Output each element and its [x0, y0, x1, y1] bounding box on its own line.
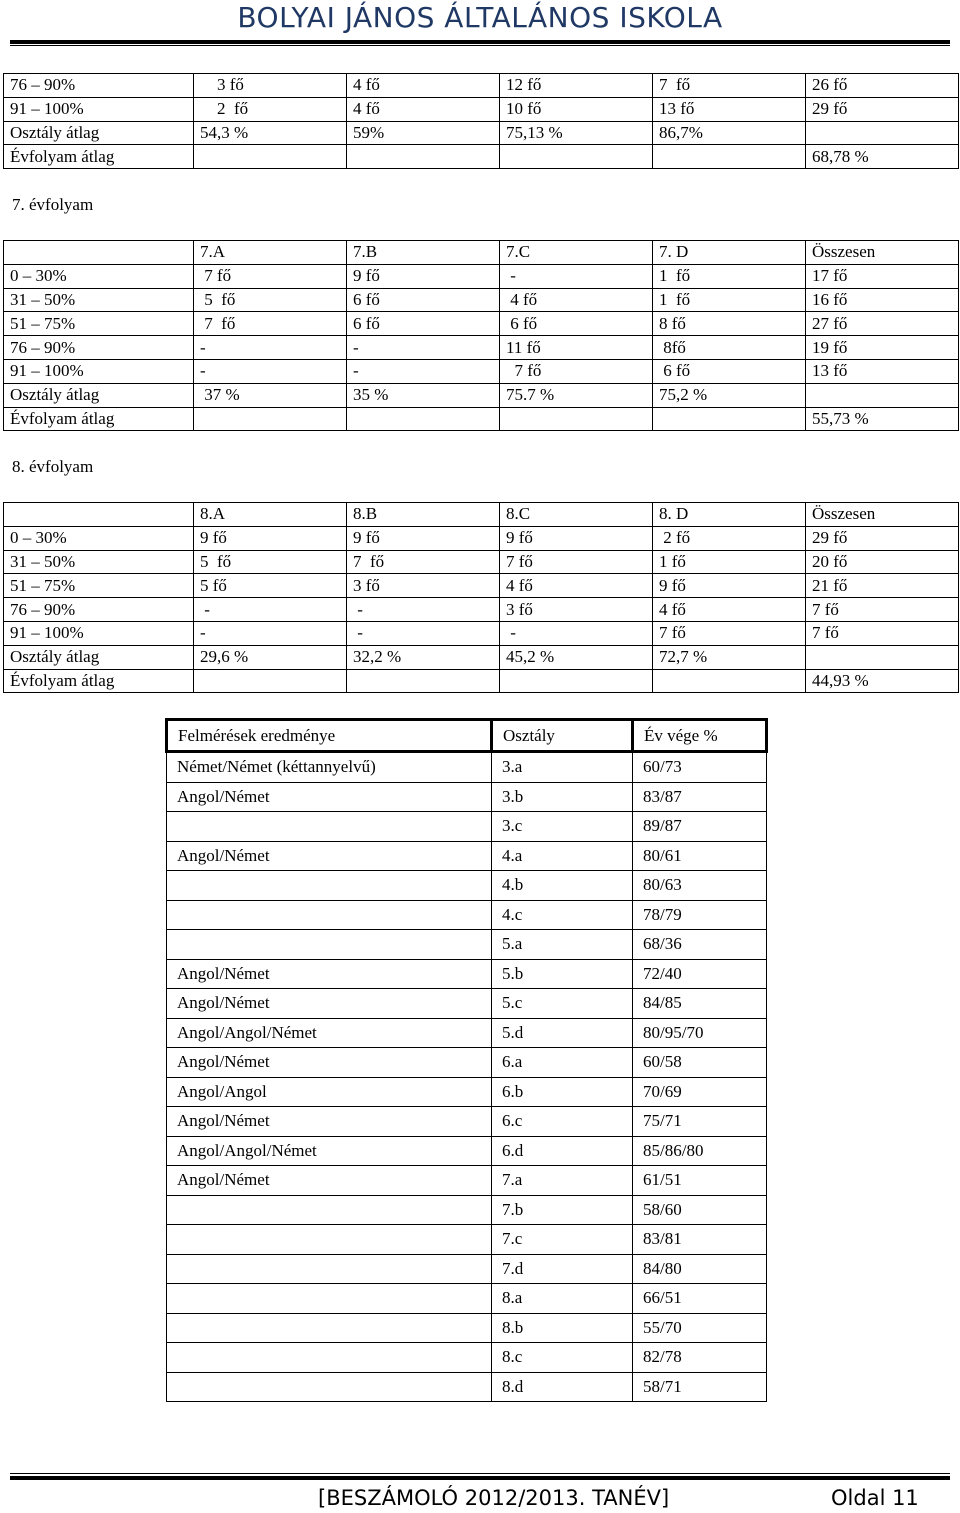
footer-rule-thin — [10, 1473, 950, 1474]
table-cell: 5.b — [492, 959, 633, 989]
table-cell: 7 fő — [806, 621, 959, 645]
table-cell: 6 fő — [500, 312, 653, 336]
table-cell — [653, 669, 806, 693]
table-cell — [167, 1313, 492, 1343]
table-cell: 58/71 — [633, 1372, 767, 1402]
table-cell: 66/51 — [633, 1284, 767, 1314]
table-cell — [167, 900, 492, 930]
grade7-results-table — [3, 240, 959, 431]
table-cell: 6 fő — [653, 359, 806, 383]
table-cell: 91 – 100% — [4, 621, 194, 645]
table-cell — [806, 645, 959, 669]
table-cell — [500, 145, 653, 169]
table-cell: 7.a — [492, 1166, 633, 1196]
grade8-results-table — [3, 502, 959, 693]
table-cell — [194, 407, 347, 431]
table-cell — [167, 1372, 492, 1402]
table-cell — [167, 1254, 492, 1284]
table-cell: 8 fő — [653, 312, 806, 336]
table-cell: 7.c — [492, 1225, 633, 1255]
table-cell: 4.a — [492, 841, 633, 871]
table-cell: 11 fő — [500, 336, 653, 360]
table-cell: 26 fő — [806, 74, 959, 98]
table-cell: 37 % — [194, 383, 347, 407]
survey-row — [167, 1313, 767, 1343]
table-cell: 7.C — [500, 241, 653, 265]
table-cell: 8.d — [492, 1372, 633, 1402]
survey-row — [167, 1166, 767, 1196]
table-cell: 80/61 — [633, 841, 767, 871]
survey-row — [167, 1048, 767, 1078]
grade6-results-table-continued — [3, 73, 959, 169]
table-cell: 13 fő — [653, 97, 806, 121]
table-cell: 2 fő — [194, 97, 347, 121]
table-cell: 7 fő — [194, 312, 347, 336]
table-cell: 3.b — [492, 782, 633, 812]
table-cell: 89/87 — [633, 812, 767, 842]
table-cell: 9 fő — [194, 526, 347, 550]
grade7-label: 7. évfolyam — [12, 195, 94, 214]
table-cell: 7 fő — [347, 550, 500, 574]
survey-row — [167, 930, 767, 960]
survey-row — [167, 841, 767, 871]
table-cell: 4 fő — [500, 574, 653, 598]
table-cell: 60/73 — [633, 752, 767, 783]
table-cell: 4 fő — [653, 598, 806, 622]
table-cell: 3 fő — [347, 574, 500, 598]
table-cell: 9 fő — [653, 574, 806, 598]
table-row — [4, 550, 959, 574]
survey-row — [167, 1136, 767, 1166]
table-cell: 75,13 % — [500, 121, 653, 145]
survey-row — [167, 1372, 767, 1402]
table-cell: 60/58 — [633, 1048, 767, 1078]
table-cell: 54,3 % — [194, 121, 347, 145]
table-cell: - — [194, 336, 347, 360]
header-rule-thin — [10, 45, 950, 46]
table-row — [4, 621, 959, 645]
table-cell: 5.a — [492, 930, 633, 960]
table-cell: 7 fő — [194, 264, 347, 288]
table-cell: 8.b — [492, 1313, 633, 1343]
table-cell: 4.c — [492, 900, 633, 930]
table-cell: - — [500, 264, 653, 288]
table-cell — [653, 145, 806, 169]
table-cell: 72,7 % — [653, 645, 806, 669]
table-cell: 31 – 50% — [4, 550, 194, 574]
table-cell: - — [500, 621, 653, 645]
table-cell — [4, 503, 194, 527]
table-cell: 8. D — [653, 503, 806, 527]
table-cell: 68,78 % — [806, 145, 959, 169]
table-cell — [167, 1195, 492, 1225]
table-cell: 5.d — [492, 1018, 633, 1048]
survey-header-row — [167, 720, 767, 752]
column-header: Felmérések eredménye — [167, 720, 492, 752]
survey-results-table — [165, 718, 768, 1402]
table-cell: 8.c — [492, 1343, 633, 1373]
table-cell: 6 fő — [347, 288, 500, 312]
table-cell: 4 fő — [347, 97, 500, 121]
table-cell: 6 fő — [347, 312, 500, 336]
table-cell: 32,2 % — [347, 645, 500, 669]
footer-rule-thick — [10, 1476, 950, 1480]
table-cell: Angol/Német — [167, 959, 492, 989]
table-cell: Angol/Angol/Német — [167, 1018, 492, 1048]
table-row — [4, 264, 959, 288]
table-cell: 3 fő — [500, 598, 653, 622]
survey-row — [167, 1343, 767, 1373]
table-cell: 61/51 — [633, 1166, 767, 1196]
table-cell: 9 fő — [347, 264, 500, 288]
survey-row — [167, 782, 767, 812]
table-row — [4, 312, 959, 336]
table-cell: - — [347, 621, 500, 645]
table-cell — [500, 407, 653, 431]
survey-row — [167, 871, 767, 901]
table-cell — [167, 1284, 492, 1314]
table-cell: 3.c — [492, 812, 633, 842]
table-cell: 83/81 — [633, 1225, 767, 1255]
table-cell: Évfolyam átlag — [4, 407, 194, 431]
table-row — [4, 574, 959, 598]
table-cell: 29,6 % — [194, 645, 347, 669]
table-cell: 2 fő — [653, 526, 806, 550]
table-cell: 8.C — [500, 503, 653, 527]
table-cell: 51 – 75% — [4, 312, 194, 336]
survey-row — [167, 1195, 767, 1225]
table-cell: 7 fő — [806, 598, 959, 622]
table-cell: - — [347, 598, 500, 622]
grade8-label: 8. évfolyam — [12, 457, 94, 476]
table-cell — [194, 669, 347, 693]
table-cell: 76 – 90% — [4, 598, 194, 622]
table-row — [4, 359, 959, 383]
table-cell: 7.d — [492, 1254, 633, 1284]
table-cell: 55/70 — [633, 1313, 767, 1343]
table-cell: 27 fő — [806, 312, 959, 336]
table-cell: 21 fő — [806, 574, 959, 598]
table-cell: Angol/Német — [167, 1166, 492, 1196]
table-cell: 31 – 50% — [4, 288, 194, 312]
survey-row — [167, 752, 767, 783]
table-cell — [653, 407, 806, 431]
table-row — [4, 145, 959, 169]
table-cell: 1 fő — [653, 288, 806, 312]
survey-row — [167, 989, 767, 1019]
table-cell: 8.A — [194, 503, 347, 527]
table-cell: 6.a — [492, 1048, 633, 1078]
table-cell — [806, 383, 959, 407]
survey-row — [167, 959, 767, 989]
table-cell: 76 – 90% — [4, 74, 194, 98]
table-cell — [500, 669, 653, 693]
table-cell — [347, 145, 500, 169]
table-cell: 1 fő — [653, 550, 806, 574]
table-row — [4, 241, 959, 265]
table-row — [4, 97, 959, 121]
table-cell: 75.7 % — [500, 383, 653, 407]
table-cell — [347, 407, 500, 431]
table-cell — [167, 871, 492, 901]
table-cell: 68/36 — [633, 930, 767, 960]
table-cell: 85/86/80 — [633, 1136, 767, 1166]
table-row — [4, 503, 959, 527]
table-cell: 3.a — [492, 752, 633, 783]
table-cell: 8fő — [653, 336, 806, 360]
survey-row — [167, 812, 767, 842]
table-cell: 76 – 90% — [4, 336, 194, 360]
table-cell: 29 fő — [806, 97, 959, 121]
table-cell: 9 fő — [500, 526, 653, 550]
table-cell: 70/69 — [633, 1077, 767, 1107]
table-cell: 80/63 — [633, 871, 767, 901]
table-cell: Angol/Német — [167, 989, 492, 1019]
table-cell: 5 fő — [194, 550, 347, 574]
table-cell: 9 fő — [347, 526, 500, 550]
table-cell: - — [194, 598, 347, 622]
table-cell: 5 fő — [194, 574, 347, 598]
table-cell — [167, 930, 492, 960]
table-cell: 17 fő — [806, 264, 959, 288]
table-cell: 7.B — [347, 241, 500, 265]
table-cell: - — [194, 359, 347, 383]
table-cell: 6.c — [492, 1107, 633, 1137]
table-cell: 59% — [347, 121, 500, 145]
table-row — [4, 288, 959, 312]
table-row — [4, 669, 959, 693]
table-cell: 84/80 — [633, 1254, 767, 1284]
table-cell: 3 fő — [194, 74, 347, 98]
table-cell: 4.b — [492, 871, 633, 901]
table-cell: 4 fő — [500, 288, 653, 312]
survey-row — [167, 1284, 767, 1314]
table-row — [4, 526, 959, 550]
table-cell: 13 fő — [806, 359, 959, 383]
table-cell: 4 fő — [347, 74, 500, 98]
table-cell — [347, 669, 500, 693]
column-header: Év vége % — [633, 720, 767, 752]
footer-page-number: Oldal 11 — [831, 1486, 919, 1510]
table-cell: 45,2 % — [500, 645, 653, 669]
table-cell: 86,7% — [653, 121, 806, 145]
table-cell: 16 fő — [806, 288, 959, 312]
table-cell: Angol/Német — [167, 841, 492, 871]
table-cell — [194, 145, 347, 169]
survey-row — [167, 900, 767, 930]
table-cell: - — [347, 336, 500, 360]
table-row — [4, 383, 959, 407]
table-cell: Angol/Angol — [167, 1077, 492, 1107]
table-cell: 7 fő — [500, 359, 653, 383]
survey-row — [167, 1107, 767, 1137]
column-header: Osztály — [492, 720, 633, 752]
table-cell: 7 fő — [653, 74, 806, 98]
school-title: BOLYAI JÁNOS ÁLTALÁNOS ISKOLA — [237, 1, 723, 34]
table-cell: 20 fő — [806, 550, 959, 574]
table-cell: 0 – 30% — [4, 526, 194, 550]
table-cell — [4, 241, 194, 265]
table-cell: 1 fő — [653, 264, 806, 288]
table-cell: Osztály átlag — [4, 121, 194, 145]
table-cell: 78/79 — [633, 900, 767, 930]
table-cell: 7.A — [194, 241, 347, 265]
table-cell: Összesen — [806, 503, 959, 527]
table-cell: 7.b — [492, 1195, 633, 1225]
table-cell: 58/60 — [633, 1195, 767, 1225]
table-cell: Angol/Angol/Német — [167, 1136, 492, 1166]
table-cell: 82/78 — [633, 1343, 767, 1373]
table-cell: Angol/Német — [167, 782, 492, 812]
table-cell: 44,93 % — [806, 669, 959, 693]
table-cell: Évfolyam átlag — [4, 669, 194, 693]
table-cell: 10 fő — [500, 97, 653, 121]
table-cell: 91 – 100% — [4, 359, 194, 383]
table-cell: 6.b — [492, 1077, 633, 1107]
table-cell: 7 fő — [500, 550, 653, 574]
table-cell — [167, 812, 492, 842]
table-cell: Összesen — [806, 241, 959, 265]
table-cell: 8.B — [347, 503, 500, 527]
table-cell: 7. D — [653, 241, 806, 265]
table-cell: Osztály átlag — [4, 645, 194, 669]
table-cell: 5 fő — [194, 288, 347, 312]
table-cell: - — [347, 359, 500, 383]
table-cell: 35 % — [347, 383, 500, 407]
table-row — [4, 645, 959, 669]
table-cell: Német/Német (kéttannyelvű) — [167, 752, 492, 783]
table-cell: 72/40 — [633, 959, 767, 989]
table-row — [4, 121, 959, 145]
table-cell: 19 fő — [806, 336, 959, 360]
table-cell: 51 – 75% — [4, 574, 194, 598]
table-cell: 5.c — [492, 989, 633, 1019]
table-cell: Angol/Német — [167, 1048, 492, 1078]
table-cell — [167, 1343, 492, 1373]
table-cell: 75,2 % — [653, 383, 806, 407]
table-cell: - — [194, 621, 347, 645]
table-cell: 29 fő — [806, 526, 959, 550]
table-cell: 0 – 30% — [4, 264, 194, 288]
table-cell — [806, 121, 959, 145]
table-cell: 80/95/70 — [633, 1018, 767, 1048]
survey-row — [167, 1077, 767, 1107]
table-cell: 12 fő — [500, 74, 653, 98]
table-row — [4, 407, 959, 431]
table-row — [4, 336, 959, 360]
table-cell: 91 – 100% — [4, 97, 194, 121]
table-row — [4, 598, 959, 622]
table-row — [4, 74, 959, 98]
table-cell: Osztály átlag — [4, 383, 194, 407]
table-cell: 55,73 % — [806, 407, 959, 431]
table-cell: 7 fő — [653, 621, 806, 645]
survey-row — [167, 1254, 767, 1284]
footer-report-title: [BESZÁMOLÓ 2012/2013. TANÉV] — [318, 1486, 670, 1510]
header-rule-thick — [10, 40, 950, 44]
table-cell: 75/71 — [633, 1107, 767, 1137]
table-cell — [167, 1225, 492, 1255]
survey-row — [167, 1018, 767, 1048]
table-cell: Évfolyam átlag — [4, 145, 194, 169]
table-cell: 6.d — [492, 1136, 633, 1166]
table-cell: 8.a — [492, 1284, 633, 1314]
table-cell: 83/87 — [633, 782, 767, 812]
survey-row — [167, 1225, 767, 1255]
table-cell: Angol/Német — [167, 1107, 492, 1137]
table-cell: 84/85 — [633, 989, 767, 1019]
